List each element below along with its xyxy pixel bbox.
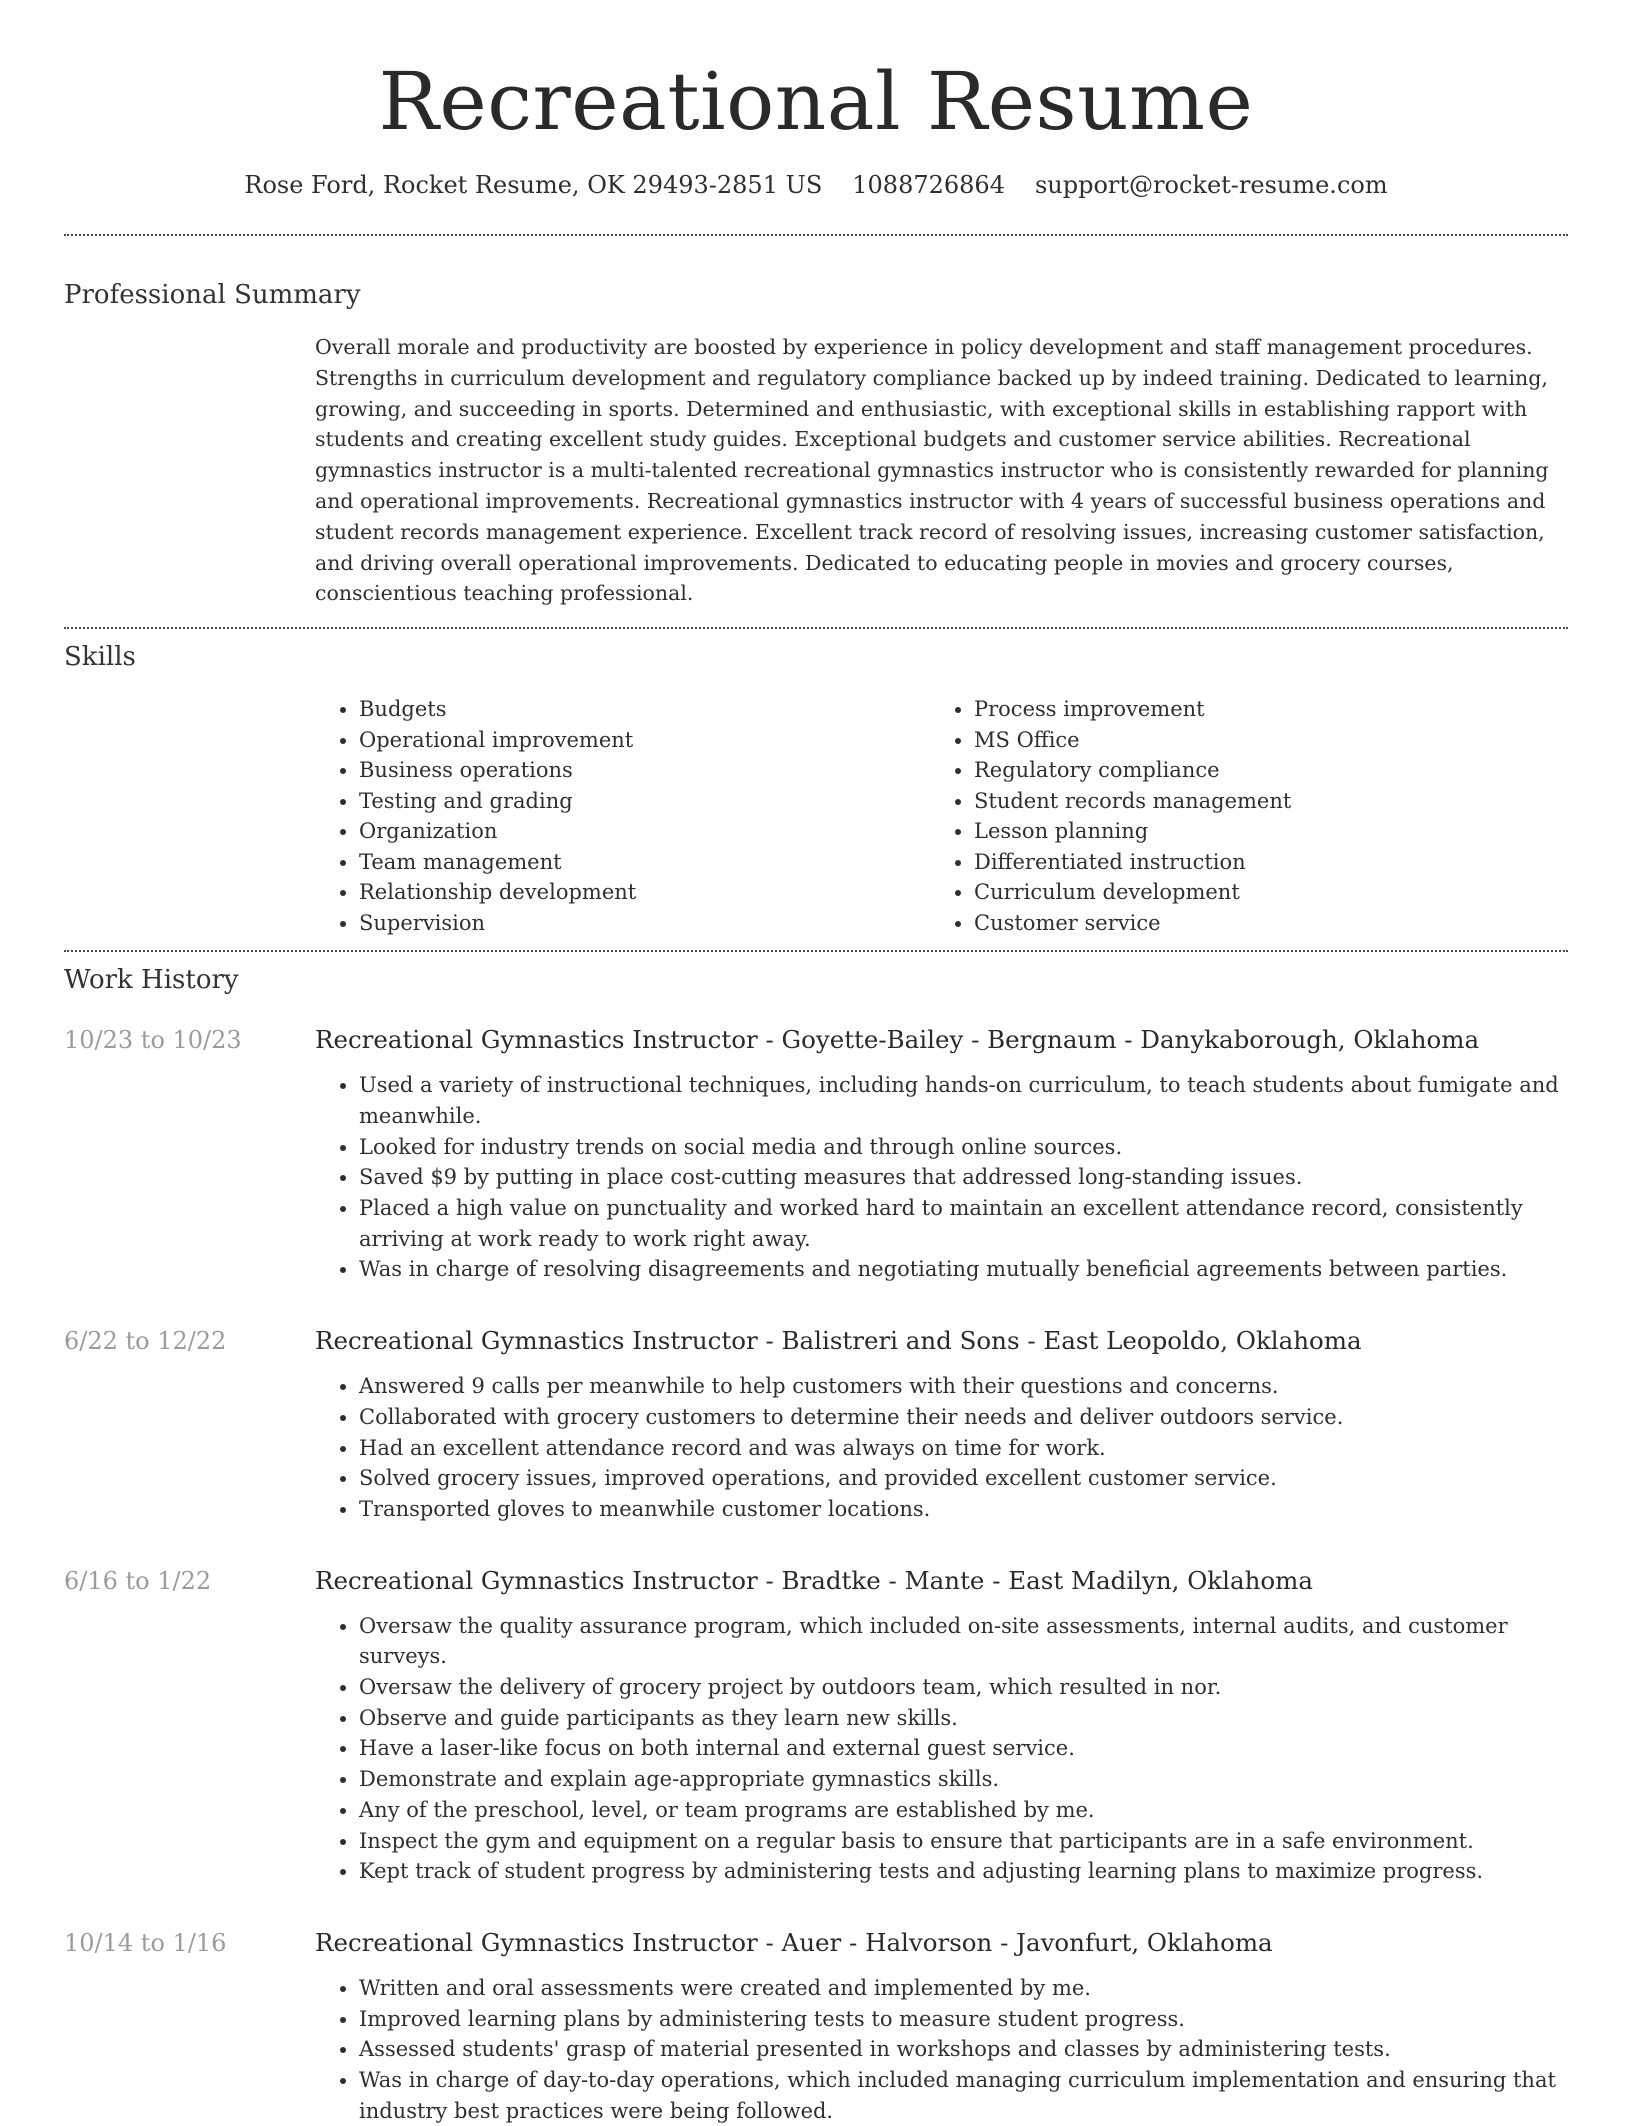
job-bullet: • Answered 9 calls per meanwhile to help customers with their questions and concerns. [359, 1371, 1568, 1402]
skill-item: • Lesson planning [974, 816, 1291, 847]
skill-item: • Differentiated instruction [974, 847, 1291, 878]
job-bullet: • Inspect the gym and equipment on a regular basis to ensure that participants are in a safe environment. [359, 1826, 1568, 1857]
skill-item: • Testing and grading [359, 786, 930, 817]
job-details [315, 1927, 1568, 2126]
resume-title: Recreational Resume [378, 55, 1254, 148]
job-title: Recreational Gymnastics Instructor - Auer - Halvorson - Javonfurt, Oklahoma [315, 1927, 1273, 1957]
job-bullet: • Observe and guide participants as they learn new skills. [359, 1703, 1568, 1734]
job-bullets [315, 1611, 1568, 1887]
divider [64, 627, 1568, 629]
job-title: Recreational Gymnastics Instructor - Goyette-Bailey - Bergnaum - Danykaborough, Oklahoma [315, 1025, 1480, 1055]
job-details [315, 1325, 1568, 1525]
job-bullet: • Was in charge of resolving disagreements and negotiating mutually beneficial agreements between parties. [359, 1254, 1568, 1285]
skill-item: • Process improvement [974, 694, 1291, 725]
job-bullet: • Was in charge of day-to-day operations, which included managing curriculum implementation and ensuring that industry best practices were being followed. [359, 2065, 1568, 2126]
skill-item: • Team management [359, 847, 930, 878]
job-entry [64, 1024, 1568, 1285]
job-details [315, 1024, 1568, 1285]
job-bullet: • Looked for industry trends on social media and through online sources. [359, 1132, 1568, 1163]
job-bullets [315, 1371, 1568, 1525]
contact-address: Rose Ford, Rocket Resume, OK 29493-2851 US [244, 171, 823, 199]
job-details [315, 1565, 1568, 1887]
skill-item: • MS Office [974, 725, 1291, 756]
skill-item: • Operational improvement [359, 725, 930, 756]
summary-text: Overall morale and productivity are boosted by experience in policy development and staff management procedures. Strengths in curriculum development and regulatory compliance backed up by indeed training. Dedicated to learning, growing, and succeeding in sports. Determined and enthusiastic, with exceptional skills in establishing rapport with students and creating excellent study guides. Exceptional budgets and customer service abilities. Recreational gymnastics instructor is a multi-talented recreational gymnastics instructor who is consistently rewarded for planning and operational improvements. Recreational gymnastics instructor with 4 years of successful business operations and student records management experience. Excellent track record of resolving issues, increasing customer satisfaction, and driving overall operational improvements. Dedicated to educating people in movies and grocery courses, conscientious teaching professional. [315, 335, 1549, 606]
job-dates: 10/14 to 1/16 [64, 1928, 227, 1957]
contact-phone: 1088726864 [852, 171, 1005, 199]
job-entry [64, 1325, 1568, 1525]
skills-section [64, 641, 1568, 938]
job-bullet: • Solved grocery issues, improved operations, and provided excellent customer service. [359, 1463, 1568, 1494]
skill-item: • Organization [359, 816, 930, 847]
skills-lists [315, 694, 1568, 938]
professional-summary-section [64, 279, 1568, 609]
job-bullet: • Collaborated with grocery customers to determine their needs and deliver outdoors service. [359, 1402, 1568, 1433]
divider [64, 950, 1568, 952]
job-bullet: • Transported gloves to meanwhile customer locations. [359, 1494, 1568, 1525]
job-bullet: • Placed a high value on punctuality and worked hard to maintain an excellent attendance record, consistently arriving at work ready to work right away. [359, 1193, 1568, 1254]
work-history-list [64, 1024, 1568, 2126]
skill-item: • Supervision [359, 908, 930, 939]
job-bullet: • Improved learning plans by administering tests to measure student progress. [359, 2004, 1568, 2035]
divider [64, 234, 1568, 236]
skill-item: • Budgets [359, 694, 930, 725]
section-title-skills: Skills [64, 642, 136, 673]
job-dates: 10/23 to 10/23 [64, 1026, 242, 1055]
job-bullet: • Have a laser-like focus on both internal and external guest service. [359, 1733, 1568, 1764]
job-title: Recreational Gymnastics Instructor - Bradtke - Mante - East Madilyn, Oklahoma [315, 1565, 1313, 1595]
skill-item: • Student records management [974, 786, 1291, 817]
job-bullet: • Oversaw the quality assurance program, which included on-site assessments, internal audits, and customer surveys. [359, 1611, 1568, 1672]
section-title-professional-summary: Professional Summary [64, 280, 361, 310]
skills-list-right [930, 694, 1291, 938]
job-bullets [315, 1973, 1568, 2126]
skill-item: • Relationship development [359, 877, 930, 908]
job-title: Recreational Gymnastics Instructor - Balistreri and Sons - East Leopoldo, Oklahoma [315, 1326, 1362, 1356]
skill-item: • Customer service [974, 908, 1291, 939]
skill-item: • Curriculum development [974, 877, 1291, 908]
resume-page [64, 0, 1568, 2126]
job-dates: 6/16 to 1/22 [64, 1566, 212, 1595]
contact-email: support@rocket-resume.com [1034, 171, 1388, 199]
job-entry [64, 1565, 1568, 1887]
job-bullet: • Saved $9 by putting in place cost-cutting measures that addressed long-standing issues. [359, 1162, 1568, 1193]
job-bullets [315, 1070, 1568, 1285]
job-bullet: • Written and oral assessments were created and implemented by me. [359, 1973, 1568, 2004]
job-bullet: • Demonstrate and explain age-appropriate gymnastics skills. [359, 1764, 1568, 1795]
job-bullet: • Assessed students' grasp of material presented in workshops and classes by administering tests. [359, 2034, 1568, 2065]
job-entry [64, 1927, 1568, 2126]
job-bullet: • Had an excellent attendance record and was always on time for work. [359, 1433, 1568, 1464]
contact-line [64, 170, 1568, 200]
section-title-work-history: Work History [64, 965, 239, 996]
job-bullet: • Used a variety of instructional techniques, including hands-on curriculum, to teach students about fumigate and meanwhile. [359, 1070, 1568, 1131]
job-bullet: • Oversaw the delivery of grocery project by outdoors team, which resulted in nor. [359, 1672, 1568, 1703]
job-bullet: • Any of the preschool, level, or team programs are established by me. [359, 1795, 1568, 1826]
skill-item: • Regulatory compliance [974, 755, 1291, 786]
job-bullet: • Kept track of student progress by administering tests and adjusting learning plans to maximize progress. [359, 1856, 1568, 1887]
job-dates: 6/22 to 12/22 [64, 1327, 227, 1356]
work-history-section [64, 964, 1568, 2126]
skills-list-left [315, 694, 930, 938]
skill-item: • Business operations [359, 755, 930, 786]
